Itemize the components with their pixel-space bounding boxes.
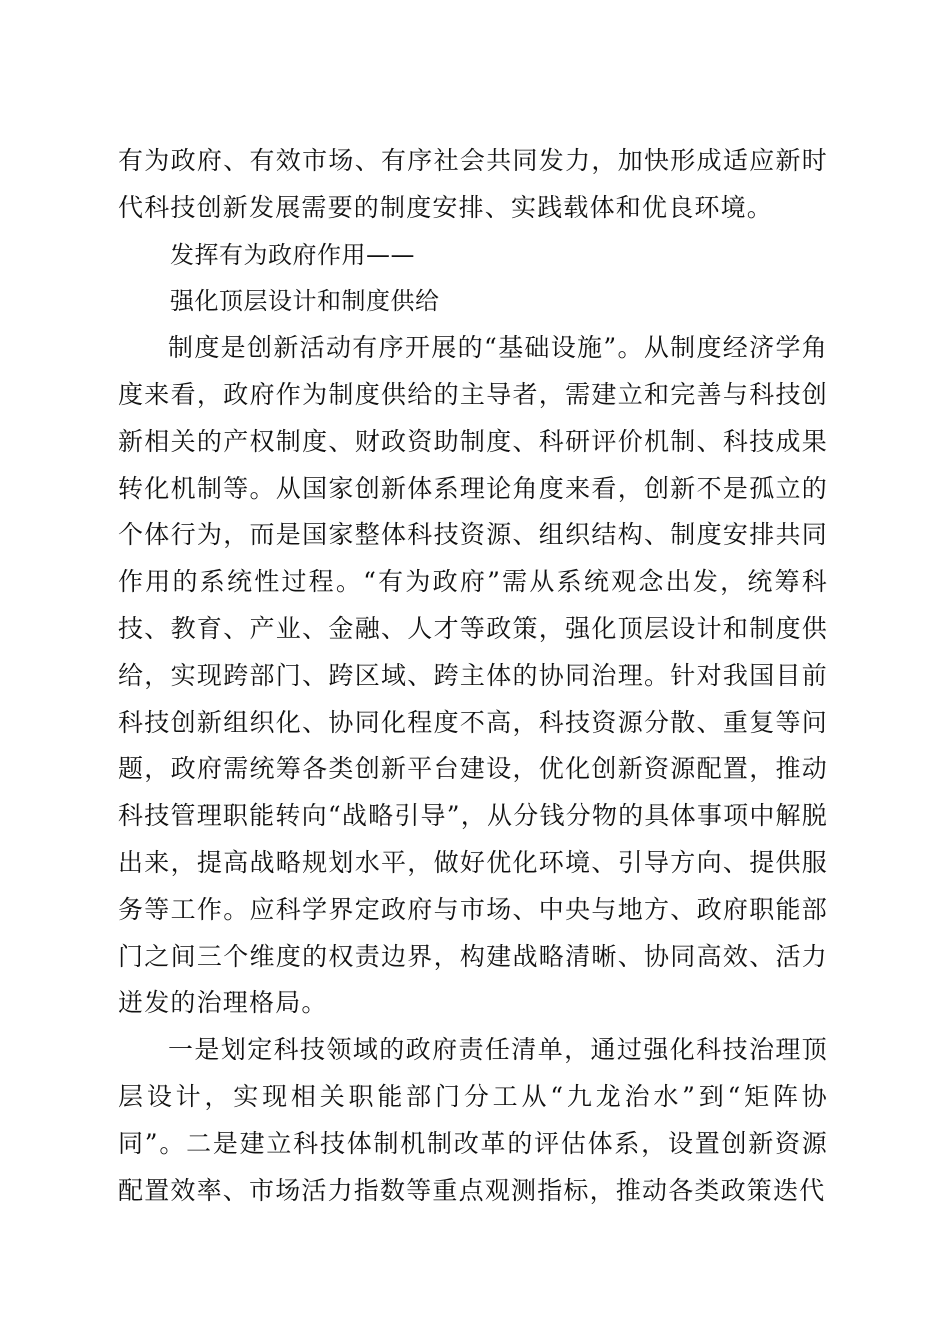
intro-paragraph: 有为政府、有效市场、有序社会共同发力，加快形成适应新时代科技创新发展需要的制度安排、实践载体和优良环境。 <box>118 146 828 222</box>
section-heading-line1: 发挥有为政府作用—— <box>170 240 415 269</box>
body-paragraph-2: 一是划定科技领域的政府责任清单，通过强化科技治理顶层设计，实现相关职能部门分工从“九龙治水”到“矩阵协同”。二是建立科技体制机制改革的评估体系，设置创新资源配置效率、市场活力指数等重点观测指标，推动各类政策迭代 <box>118 1035 828 1205</box>
section-heading-line2: 强化顶层设计和制度供给 <box>170 287 440 316</box>
document-page <box>118 138 828 1214</box>
body-paragraph-1: 制度是创新活动有序开展的“基础设施”。从制度经济学角度来看，政府作为制度供给的主导者，需建立和完善与科技创新相关的产权制度、财政资助制度、科研评价机制、科技成果转化机制等。从国家创新体系理论角度来看，创新不是孤立的个体行为，而是国家整体科技资源、组织结构、制度安排共同作用的系统性过程。“有为政府”需从系统观念出发，统筹科技、教育、产业、金融、人才等政策，强化顶层设计和制度供给，实现跨部门、跨区域、跨主体的协同治理。针对我国目前科技创新组织化、协同化程度不高，科技资源分散、重复等问题，政府需统筹各类创新平台建设，优化创新资源配置，推动科技管理职能转向“战略引导”，从分钱分物的具体事项中解脱出来，提高战略规划水平，做好优化环境、引导方向、提供服务等工作。应科学界定政府与市场、中央与地方、政府职能部门之间三个维度的权责边界，构建战略清晰、协同高效、活力迸发的治理格局。 <box>118 333 828 1018</box>
